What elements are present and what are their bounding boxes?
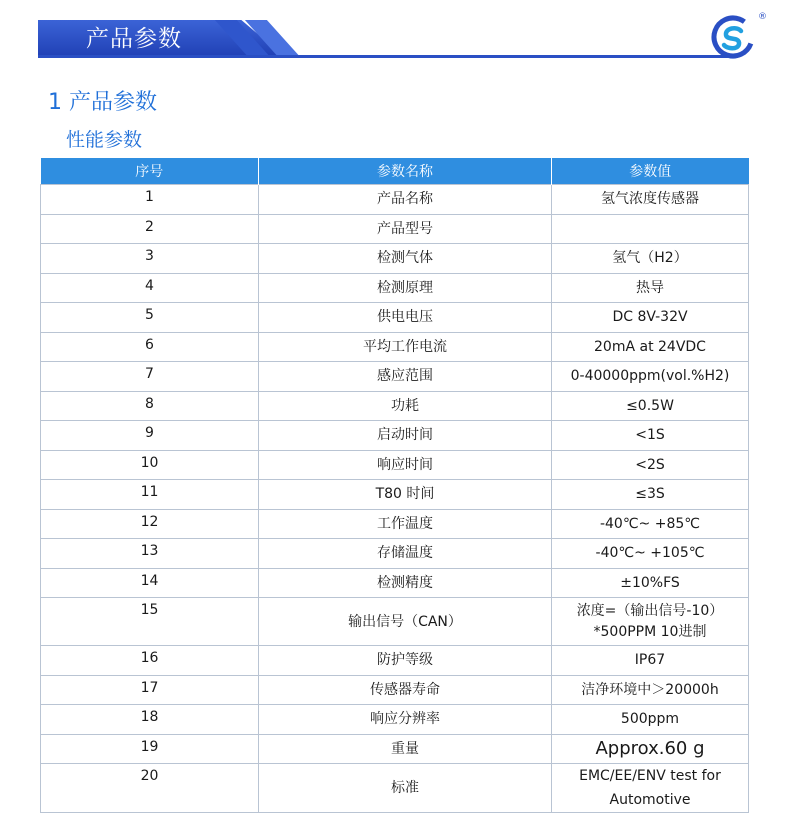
cell-param-name: 标准 [259, 764, 552, 813]
header-banner [0, 0, 790, 70]
cell-number: 2 [41, 214, 259, 244]
table-row [41, 303, 749, 333]
registered-mark: ® [758, 12, 767, 22]
cell-param-name: 感应范围 [259, 362, 552, 392]
value-line: ±10%FS [620, 574, 680, 591]
table-row [41, 332, 749, 362]
table-header-row [41, 158, 749, 185]
table-row [41, 391, 749, 421]
cell-param-name: 检测精度 [259, 568, 552, 598]
cell-param-name: 工作温度 [259, 509, 552, 539]
table-row [41, 539, 749, 569]
cell-param-value [552, 332, 749, 362]
header-title: 产品参数 [86, 26, 182, 52]
value-line: Approx.60 g [595, 737, 705, 759]
table-body [41, 185, 749, 813]
table-row [41, 568, 749, 598]
cell-number: 19 [41, 734, 259, 764]
cell-param-value [552, 764, 749, 813]
cell-number: 7 [41, 362, 259, 392]
cell-param-name: 输出信号（CAN） [259, 598, 552, 646]
table-row [41, 598, 749, 646]
banner-underline [38, 55, 738, 58]
cell-number: 14 [41, 568, 259, 598]
cell-param-name: 功耗 [259, 391, 552, 421]
value-line: 热导 [636, 279, 664, 296]
parameters-table [40, 158, 749, 813]
value-line: <2S [635, 456, 665, 473]
table-row [41, 646, 749, 676]
cell-number: 4 [41, 273, 259, 303]
cell-param-value [552, 391, 749, 421]
cell-param-name: 平均工作电流 [259, 332, 552, 362]
table-row [41, 450, 749, 480]
cell-param-name: 传感器寿命 [259, 675, 552, 705]
cell-param-name: 防护等级 [259, 646, 552, 676]
cell-number: 10 [41, 450, 259, 480]
cell-param-name: 重量 [259, 734, 552, 764]
value-line: IP67 [634, 652, 666, 669]
table-row [41, 509, 749, 539]
cell-param-name: 存储温度 [259, 539, 552, 569]
cell-param-value [552, 244, 749, 274]
cell-param-name: 响应分辨率 [259, 705, 552, 735]
table-row [41, 675, 749, 705]
cell-param-value [552, 421, 749, 451]
table-row [41, 244, 749, 274]
cell-param-value [552, 705, 749, 735]
value-line: 氢气（H2） [612, 250, 688, 267]
cell-param-name: 启动时间 [259, 421, 552, 451]
table-row [41, 421, 749, 451]
header-cell-name: 参数名称 [259, 158, 552, 185]
cell-number: 17 [41, 675, 259, 705]
cell-number: 12 [41, 509, 259, 539]
cell-param-value [552, 646, 749, 676]
cell-number: 13 [41, 539, 259, 569]
cell-number: 5 [41, 303, 259, 333]
cell-param-value [552, 598, 749, 646]
value-line: <1S [635, 427, 665, 444]
header-cell-no: 序号 [41, 158, 259, 185]
cell-number: 16 [41, 646, 259, 676]
table-row [41, 480, 749, 510]
cell-number: 20 [41, 764, 259, 813]
cell-param-name: 产品名称 [259, 185, 552, 215]
value-line: -40℃~ +85℃ [599, 515, 701, 532]
table-row [41, 734, 749, 764]
value-line: DC 8V-32V [612, 309, 688, 326]
value-line: 氢气浓度传感器 [601, 191, 699, 208]
company-logo-icon [710, 14, 756, 60]
table-row [41, 273, 749, 303]
cell-param-name: 产品型号 [259, 214, 552, 244]
cell-number: 15 [41, 598, 259, 646]
cell-param-value [552, 734, 749, 764]
cell-param-value [552, 675, 749, 705]
cell-param-value [552, 214, 749, 244]
table-row [41, 214, 749, 244]
value-line: 20mA at 24VDC [594, 338, 706, 355]
section-title: 1 产品参数 [48, 90, 157, 115]
cell-param-value [552, 362, 749, 392]
cell-param-name: 响应时间 [259, 450, 552, 480]
cell-number: 3 [41, 244, 259, 274]
value-line: ≤0.5W [626, 397, 674, 414]
section-subtitle: 性能参数 [66, 129, 143, 151]
table-row [41, 705, 749, 735]
cell-number: 8 [41, 391, 259, 421]
value-line: *500PPM 10进制 [593, 623, 707, 640]
value-line: -40℃~ +105℃ [595, 545, 705, 562]
value-line: 500ppm [620, 711, 680, 728]
cell-param-value [552, 303, 749, 333]
value-line: 浓度=（输出信号-10） [576, 602, 724, 619]
value-line: Automotive [609, 792, 691, 808]
cell-param-value [552, 539, 749, 569]
value-line: ≤3S [635, 486, 665, 503]
cell-number: 9 [41, 421, 259, 451]
cell-param-name: 检测原理 [259, 273, 552, 303]
cell-param-value [552, 273, 749, 303]
cell-param-value [552, 568, 749, 598]
cell-param-value [552, 450, 749, 480]
table-row [41, 362, 749, 392]
cell-param-name: 检测气体 [259, 244, 552, 274]
cell-param-value [552, 509, 749, 539]
cell-param-value [552, 480, 749, 510]
cell-param-name: 供电电压 [259, 303, 552, 333]
cell-param-name: T80 时间 [259, 480, 552, 510]
value-line: EMC/EE/ENV test for [579, 768, 721, 784]
cell-number: 6 [41, 332, 259, 362]
cell-param-value [552, 185, 749, 215]
value-line: 0-40000ppm(vol.%H2) [570, 368, 730, 385]
table-row [41, 185, 749, 215]
header-cell-value: 参数值 [552, 158, 749, 185]
cell-number: 1 [41, 185, 259, 215]
cell-number: 11 [41, 480, 259, 510]
cell-number: 18 [41, 705, 259, 735]
value-line: 洁净环境中＞20000h [581, 681, 719, 698]
table-row [41, 764, 749, 813]
